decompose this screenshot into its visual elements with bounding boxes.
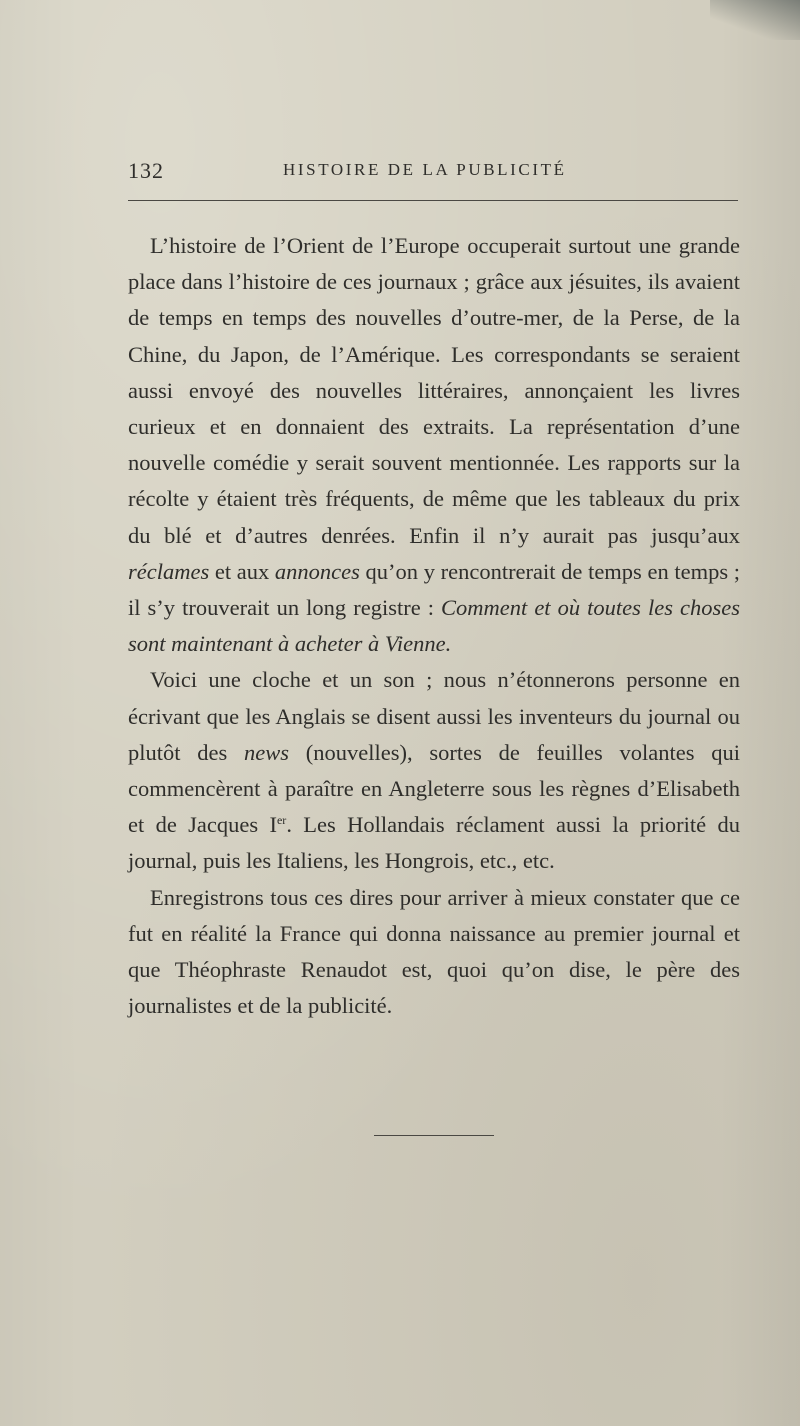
page-header bbox=[128, 158, 738, 188]
running-title: HISTOIRE DE LA PUBLICITÉ bbox=[283, 160, 567, 179]
italic-text: Comment et où toutes les choses sont maintenant à acheter à Vienne. bbox=[128, 595, 740, 657]
text-run: L’histoire de l’Orient de l’Europe occuperait surtout une grande place dans l’histoire de ces journaux ; grâce aux jésuites, ils avaient de temps en temps des nouvelles d’outre-mer, de la Perse, de la Chine, du Japon, de l’Amérique. Les correspondants se seraient aussi envoyé des nouvelles littéraires, annonçaient les livres curieux et en donnaient des extraits. La représentation d’une nouvelle comédie y serait souvent mentionnée. Les rapports sur la récolte y étaient très fréquents, de même que les tableaux du prix du blé et d’autres denrées. Enfin il n’y aurait pas jusqu’aux bbox=[128, 233, 740, 548]
italic-text: news bbox=[244, 739, 289, 765]
paragraph bbox=[128, 662, 740, 879]
text-run: . Les Hollandais réclament aussi la priorité du journal, puis les Italiens, les Hongrois, etc., etc. bbox=[128, 812, 740, 874]
superscript: er bbox=[276, 813, 287, 828]
body-text bbox=[128, 228, 740, 1024]
text-run: (nouvelles), sortes de feuilles volantes qui commencèrent à paraître en Angleterre sous les règnes d’Elisabeth et de Jacques I bbox=[128, 739, 741, 838]
italic-text: annonces bbox=[274, 558, 360, 584]
paragraph bbox=[128, 880, 740, 1025]
paragraph bbox=[128, 228, 740, 662]
italic-text: réclames bbox=[128, 558, 210, 584]
text-run: Voici une cloche et un son ; nous n’étonnerons personne en écrivant que les Anglais se disent aussi les inventeurs du journal ou plutôt des bbox=[128, 667, 740, 765]
text-run: Enregistrons tous ces dires pour arriver à mieux constater que ce fut en réalité la France qui donna naissance au premier journal et que Théophraste Renaudot est, quoi qu’on dise, le père des journalistes et de la publicité. bbox=[128, 884, 740, 1019]
page-number: 132 bbox=[128, 158, 164, 183]
end-rule bbox=[374, 1135, 494, 1136]
header-rule bbox=[128, 200, 738, 201]
page-corner-shadow bbox=[710, 0, 800, 40]
text-run: qu’on y rencontrerait de temps en temps ; il s’y trouverait un long registre : bbox=[128, 558, 740, 621]
text-run: et aux bbox=[209, 558, 275, 584]
